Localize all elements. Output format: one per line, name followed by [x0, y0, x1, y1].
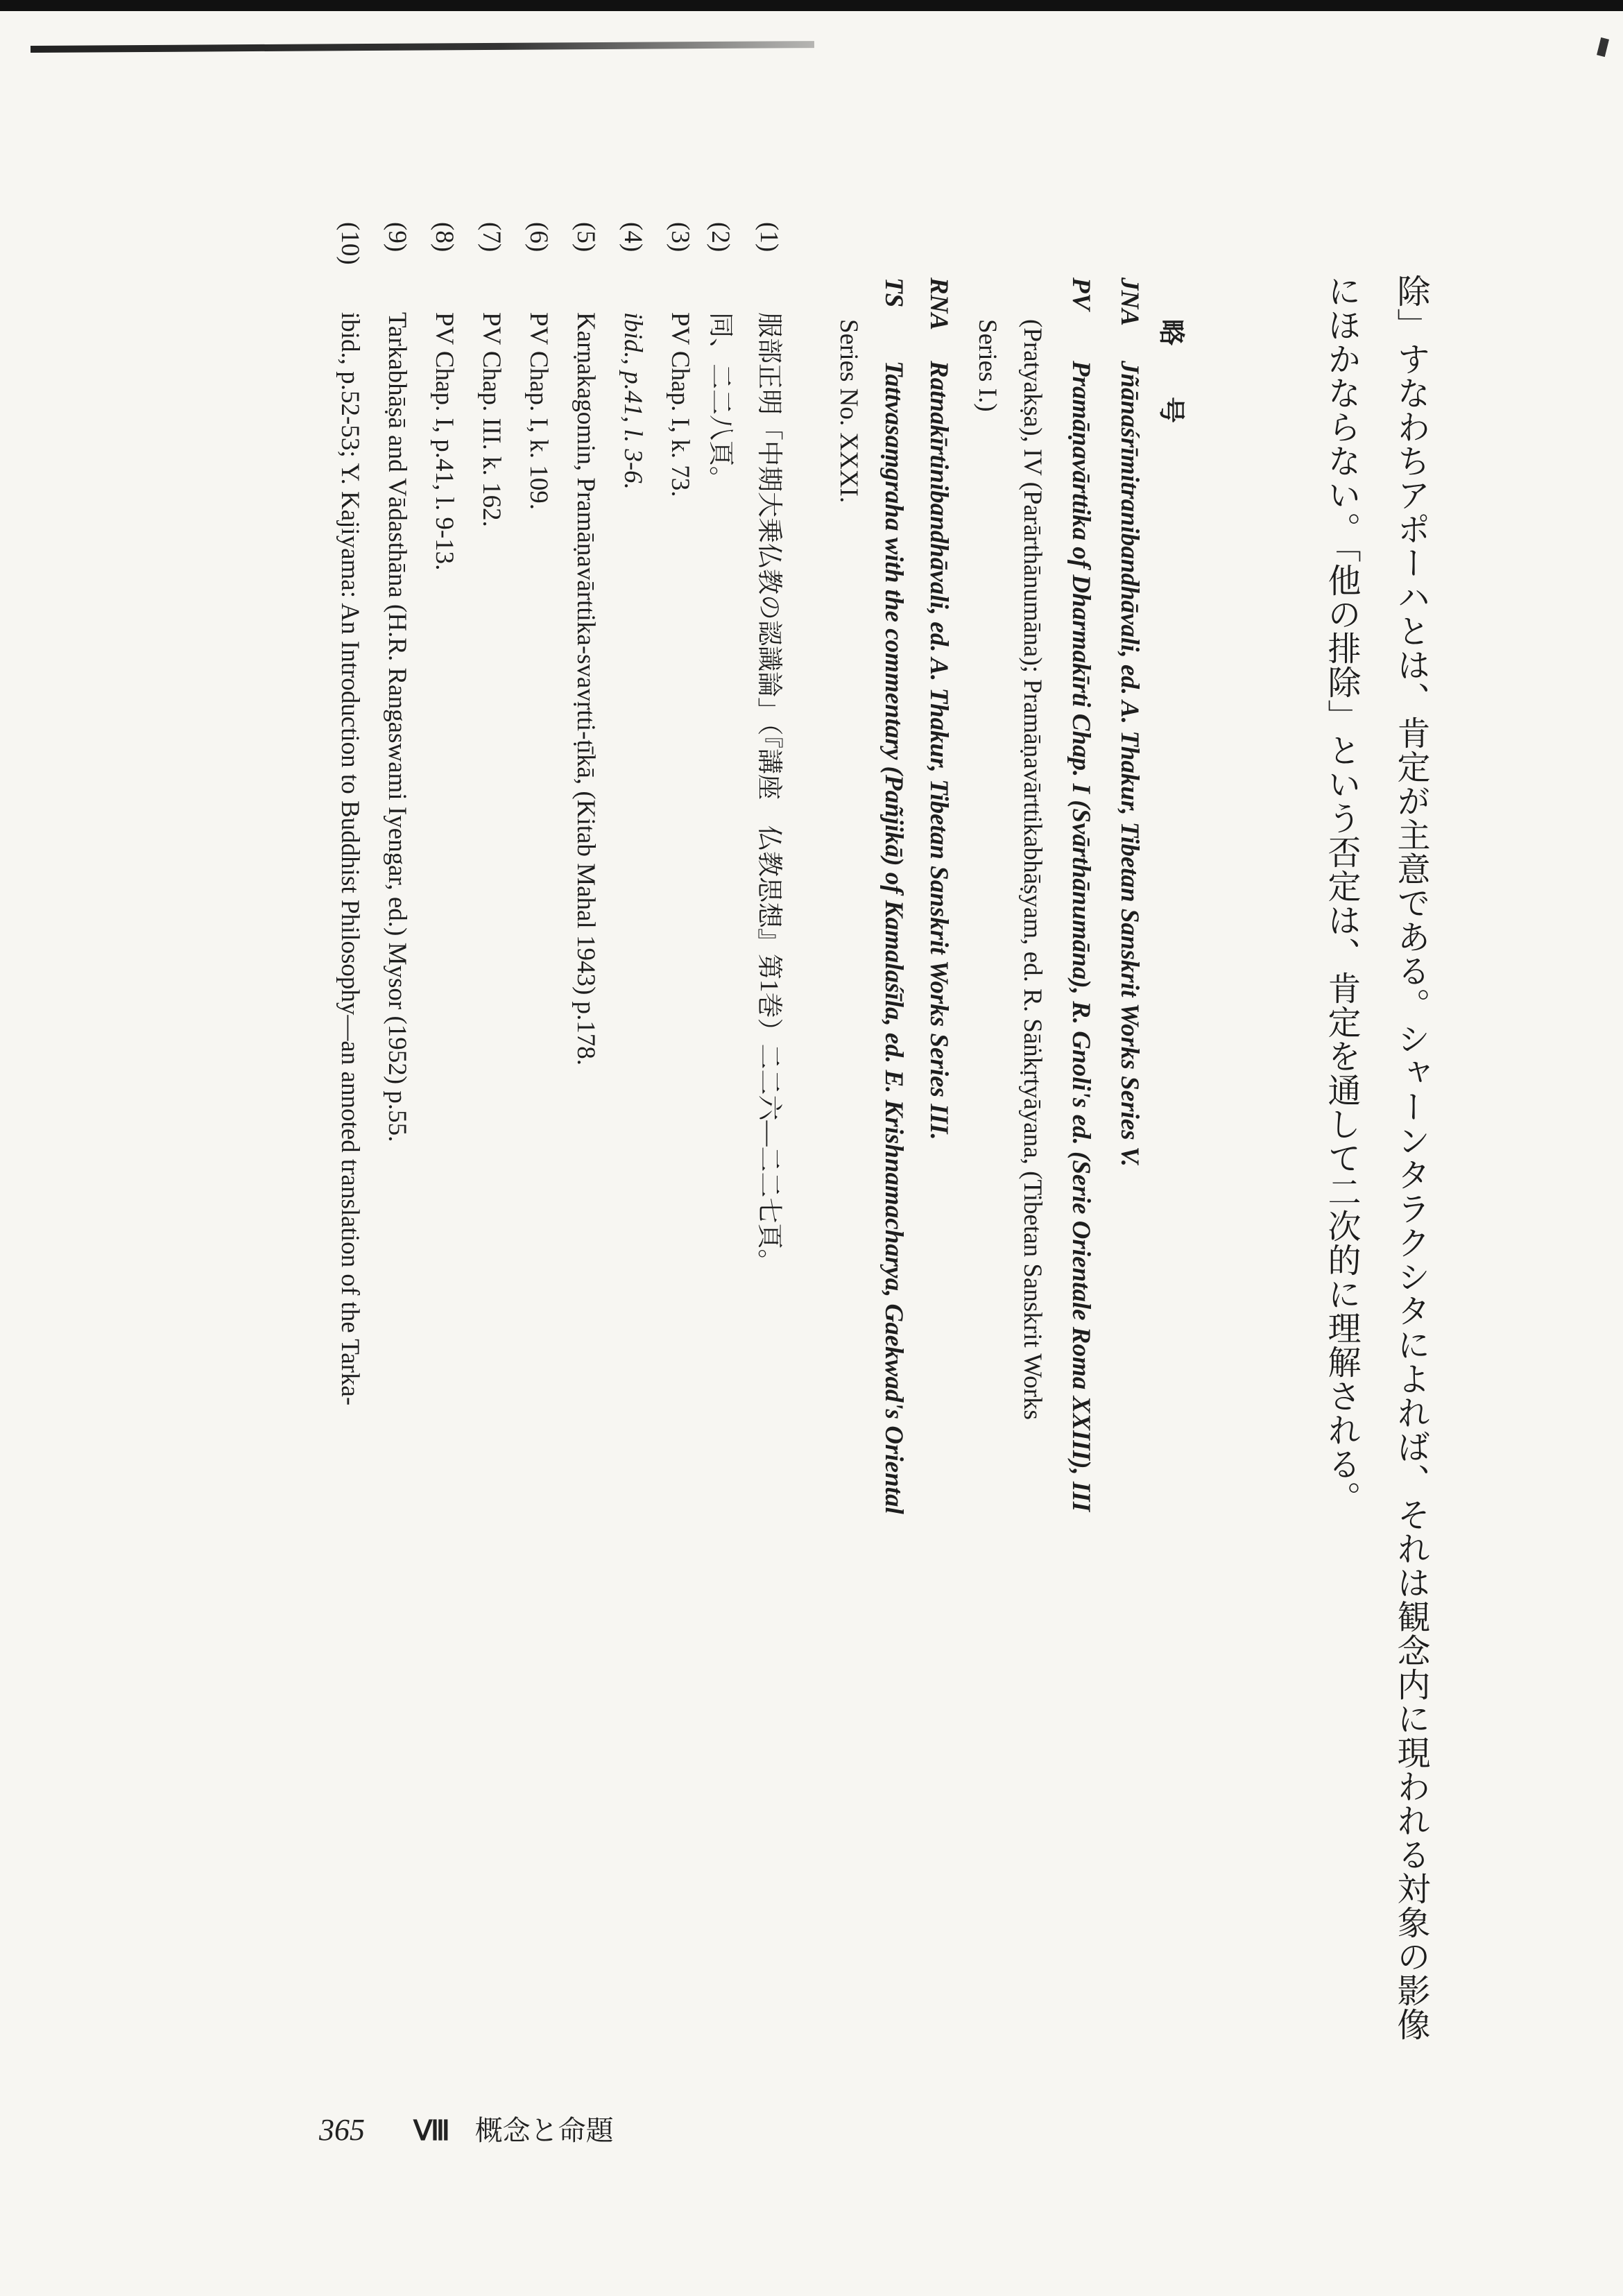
- abbreviation-code: JNA: [1115, 277, 1144, 326]
- page-footer: [319, 2109, 614, 2148]
- note-number: (9): [383, 222, 411, 252]
- note-item: [476, 222, 506, 527]
- reference-block: [222, 222, 1193, 2012]
- abbreviation-text: Pramāṇavārttika of Dharmakīrti Chap. I (Svārthānumāna), R. Gnoli's ed. (Serie Orientale Roma XXIII), III: [1067, 361, 1095, 1512]
- note-item: [571, 222, 601, 1065]
- note-text: PV Chap. I, p.41, l. 9-13.: [430, 312, 458, 571]
- body-text-column-1: 除」すなわちアポーハとは、肯定が主意である。シャーンタラクシタによれば、それは観念内に現われる対象の影像: [1391, 274, 1430, 2041]
- abbreviation-continuation: (Pratyakṣa), IV (Parārthānumāna); Pramāṇavārttikabhāṣyam, ed. R. Sāṅkṛtyāyana, (Tibetan Sanskrit Works: [1018, 319, 1047, 1420]
- abbreviation-code: TS: [879, 277, 908, 308]
- abbreviation-code: RNA: [925, 277, 953, 331]
- page-top-edge: [0, 0, 1623, 11]
- note-number: (6): [524, 222, 553, 252]
- abbreviation-code: PV: [1067, 277, 1095, 311]
- note-text: ibid., p.52-53; Y. Kajiyama: An Introduction to Buddhist Philosophy—an annoted translation of the Tarka-: [336, 312, 364, 1406]
- abbreviation-text: Ratnakīrtinibandhāvali, ed. A. Thakur, Tibetan Sanskrit Works Series III.: [925, 361, 953, 1140]
- abbreviations-heading: 略 号: [1156, 319, 1185, 436]
- note-item: [665, 222, 695, 497]
- note-item: [382, 222, 412, 1142]
- abbreviation-entry: [1115, 277, 1144, 1167]
- note-text: PV Chap. III. k. 162.: [477, 312, 506, 527]
- abbreviation-entry: [1066, 277, 1096, 1511]
- chapter-title: 概念と命題: [474, 2115, 614, 2147]
- note-number: (5): [572, 222, 600, 252]
- note-item: [429, 222, 459, 570]
- note-item: [524, 222, 553, 510]
- note-number: (10): [336, 222, 364, 265]
- abbreviation-text: Jñānaśrīmitranibandhāvali, ed. A. Thakur, Tibetan Sanskrit Works Series V.: [1115, 361, 1144, 1167]
- note-text: 服部正明「中期大乗仏教の認識論」（『講座 仏教思想』第1巻）二二六—二二七頁。: [755, 312, 783, 1275]
- scan-corner-mark: [1597, 37, 1609, 57]
- note-number: (2): [706, 222, 735, 252]
- abbreviation-entry: [879, 277, 909, 1514]
- note-item: [705, 222, 742, 492]
- abbreviation-text: Tattvasaṃgraha with the commentary (Pañjikā) of Kamalaśīla, ed. E. Krishnamacharya, Gaekwad's Oriental: [879, 361, 908, 1514]
- note-text: Karṇakagomin, Pramāṇavārttika-svavṛtti-ṭīkā, (Kitab Mahal 1943) p.178.: [572, 312, 600, 1066]
- chapter-number: Ⅷ: [413, 2115, 450, 2146]
- scan-margin-line: [31, 41, 814, 53]
- body-text-column-2: にほかならない。「他の排除」という否定は、肯定を通して二次的に理解される。: [1322, 274, 1361, 1515]
- note-text: Tarkabhāṣā and Vādasthāna (H.R. Rangaswami Iyengar, ed.) Mysor (1952) p.55.: [383, 312, 411, 1142]
- abbreviation-continuation: Series I.): [973, 319, 1002, 412]
- abbreviation-continuation: Series No. XXXI.: [834, 319, 863, 504]
- note-item: [753, 222, 791, 1275]
- note-number: (4): [619, 222, 647, 252]
- note-item: [335, 222, 365, 1405]
- note-number: (7): [477, 222, 506, 252]
- note-number: (3): [666, 222, 694, 252]
- note-text: PV Chap. I, k. 73.: [666, 312, 694, 497]
- note-text: ibid., p.41, l. 3-6.: [619, 312, 647, 490]
- note-item: [618, 222, 648, 490]
- abbreviation-entry: [924, 277, 954, 1140]
- note-number: (1): [755, 222, 783, 252]
- note-number: (8): [430, 222, 458, 252]
- note-text: PV Chap. I, k. 109.: [524, 312, 553, 511]
- note-text: 同、二二八頁。: [706, 312, 735, 492]
- page-number: 365: [319, 2113, 365, 2147]
